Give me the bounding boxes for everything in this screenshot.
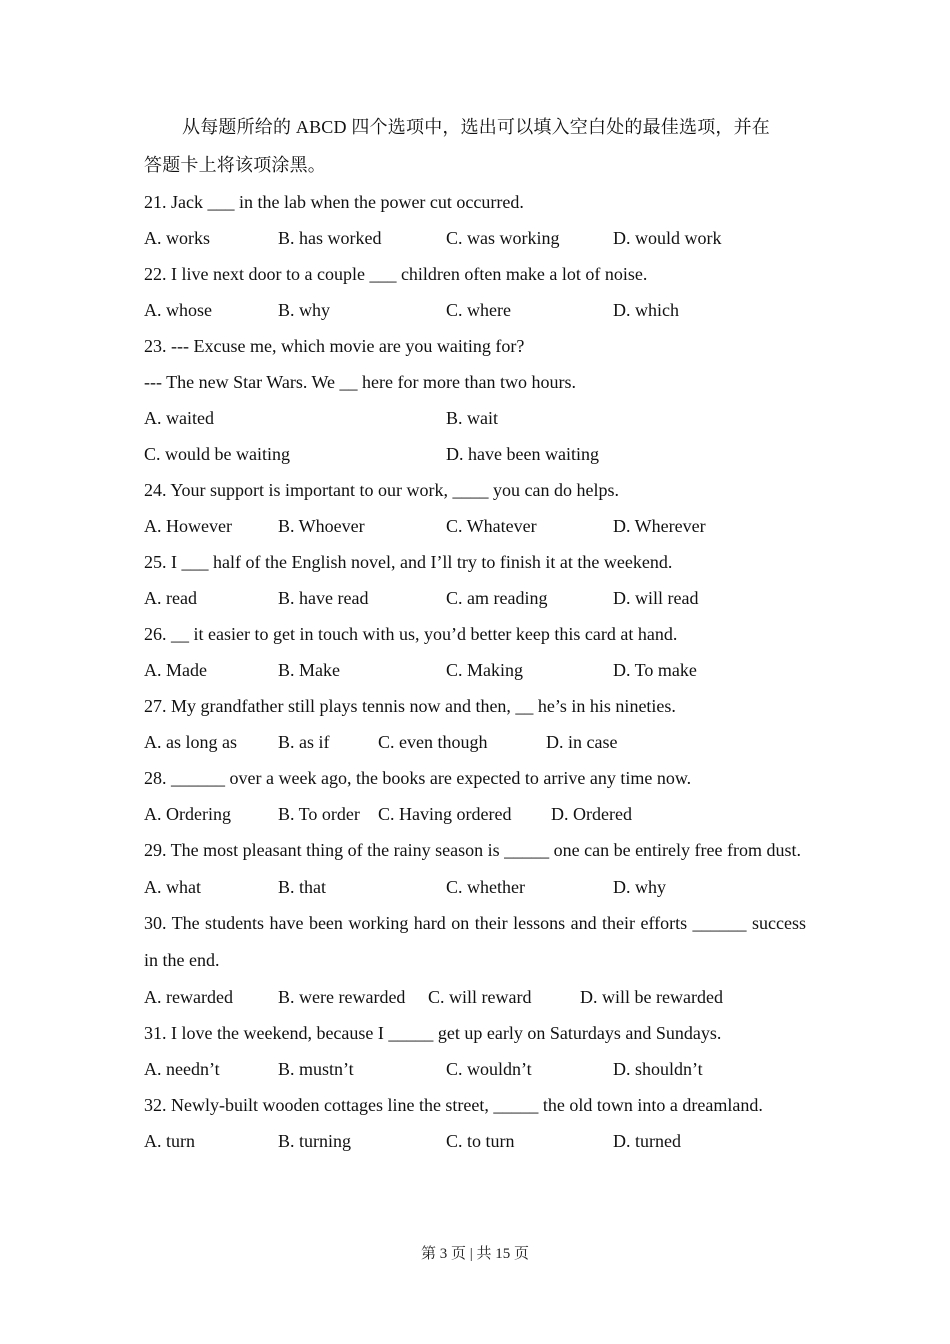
- question-stem: 22. I live next door to a couple ___ children often make a lot of noise.: [144, 264, 648, 284]
- option-row: [144, 220, 806, 256]
- question-stem-continued: --- The new Star Wars. We __ here for more than two hours.: [144, 372, 576, 392]
- option-d: D. To make: [613, 660, 697, 680]
- option-c: C. am reading: [446, 588, 548, 608]
- option-b: B. mustn’t: [278, 1059, 354, 1079]
- option-row: [144, 292, 806, 328]
- question-stem: 27. My grandfather still plays tennis now and then, __ he’s in his nineties.: [144, 696, 676, 716]
- option-d: D. will read: [613, 588, 699, 608]
- option-a: A. rewarded: [144, 987, 233, 1007]
- option-c: C. even though: [378, 732, 488, 752]
- option-b: B. were rewarded: [278, 987, 406, 1007]
- option-d: D. would work: [613, 228, 722, 248]
- option-d: D. Wherever: [613, 516, 706, 536]
- option-a: A. waited: [144, 408, 214, 428]
- option-a: A. Ordering: [144, 804, 231, 824]
- option-d: D. in case: [546, 732, 618, 752]
- page-number-footer: 第 3 页 | 共 15 页: [420, 1246, 529, 1262]
- instruction-line-1: 从每题所给的 ABCD 四个选项中，选出可以填入空白处的最佳选项，并在: [182, 117, 771, 137]
- option-a: A. what: [144, 877, 201, 897]
- option-b: B. that: [278, 877, 326, 897]
- option-d: D. have been waiting: [446, 444, 599, 464]
- option-a: A. needn’t: [144, 1059, 220, 1079]
- option-b: B. why: [278, 300, 331, 320]
- option-c: C. would be waiting: [144, 444, 290, 464]
- option-d: D. why: [613, 877, 666, 897]
- option-b: B. have read: [278, 588, 369, 608]
- option-row: [144, 652, 806, 688]
- option-c: C. whether: [446, 877, 525, 897]
- instruction-line-2: 答题卡上将该项涂黑。: [144, 155, 326, 175]
- option-c: C. Whatever: [446, 516, 537, 536]
- question-stem: 23. --- Excuse me, which movie are you waiting for?: [144, 336, 525, 356]
- question-stem: 31. I love the weekend, because I _____ get up early on Saturdays and Sundays.: [144, 1023, 722, 1043]
- option-b: B. as if: [278, 732, 330, 752]
- option-c: C. will reward: [428, 987, 532, 1007]
- question-stem: 30. The students have been working hard on their lessons and their efforts ______ success in the end.: [144, 913, 806, 970]
- option-row: [144, 724, 806, 760]
- option-a: A. However: [144, 516, 232, 536]
- option-d: D. which: [613, 300, 679, 320]
- option-b: B. wait: [446, 408, 498, 428]
- option-row: [144, 436, 806, 472]
- question-stem: 26. __ it easier to get in touch with us, you’d better keep this card at hand.: [144, 624, 678, 644]
- option-d: D. turned: [613, 1131, 681, 1151]
- option-row: [144, 869, 806, 905]
- option-c: C. where: [446, 300, 511, 320]
- option-row: [144, 796, 806, 832]
- option-row: [144, 1123, 806, 1159]
- option-row: [144, 508, 806, 544]
- question-stem: 28. ______ over a week ago, the books are expected to arrive any time now.: [144, 768, 692, 788]
- question-stem: 21. Jack ___ in the lab when the power cut occurred.: [144, 192, 524, 212]
- option-d: D. will be rewarded: [580, 987, 723, 1007]
- option-a: A. turn: [144, 1131, 195, 1151]
- option-b: B. has worked: [278, 228, 382, 248]
- option-row: [144, 400, 806, 436]
- option-d: D. shouldn’t: [613, 1059, 703, 1079]
- option-d: D. Ordered: [551, 804, 632, 824]
- option-c: C. Having ordered: [378, 804, 512, 824]
- option-c: C. to turn: [446, 1131, 515, 1151]
- question-stem: 25. I ___ half of the English novel, and I’ll try to finish it at the weekend.: [144, 552, 673, 572]
- option-a: A. works: [144, 228, 210, 248]
- question-section: [144, 108, 806, 1159]
- option-c: C. Making: [446, 660, 524, 680]
- option-row: [144, 1051, 806, 1087]
- option-a: A. as long as: [144, 732, 237, 752]
- option-b: B. Whoever: [278, 516, 365, 536]
- option-row: [144, 580, 806, 616]
- question-stem: 29. The most pleasant thing of the rainy season is _____ one can be entirely free from dust.: [144, 840, 801, 860]
- question-stem: 24. Your support is important to our work, ____ you can do helps.: [144, 480, 619, 500]
- option-b: B. turning: [278, 1131, 352, 1151]
- option-a: A. read: [144, 588, 197, 608]
- option-row: [144, 979, 806, 1015]
- option-b: B. Make: [278, 660, 340, 680]
- option-c: C. wouldn’t: [446, 1059, 532, 1079]
- option-a: A. whose: [144, 300, 212, 320]
- option-b: B. To order: [278, 804, 360, 824]
- question-stem: 32. Newly-built wooden cottages line the street, _____ the old town into a dreamland.: [144, 1095, 763, 1115]
- option-a: A. Made: [144, 660, 207, 680]
- option-c: C. was working: [446, 228, 560, 248]
